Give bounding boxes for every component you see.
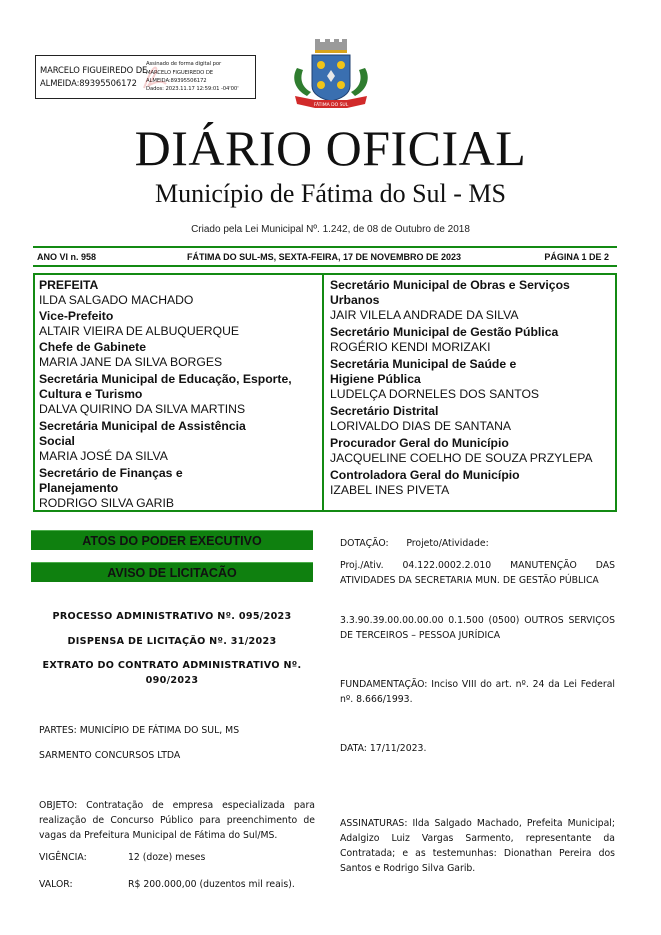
official-name: LORIVALDO DIAS DE SANTANA — [330, 419, 512, 433]
process-number: PROCESSO ADMINISTRATIVO Nº. 095/2023 — [52, 611, 292, 622]
official-name: MARIA JANE DA SILVA BORGES — [39, 355, 223, 369]
digital-signature-stamp — [35, 55, 256, 99]
official-name: ALTAIR VIEIRA DE ALBUQUERQUE — [39, 324, 240, 338]
official-entry — [330, 278, 611, 323]
signatures-block: ASSINATURAS: Ilda Salgado Machado, Prefeita Municipal; Adalgizo Luiz Vargas Sarmento, representante da Contratada; e as testemunhas: Dionathan Pereira dos Santos e Rodrigo Silva Garib. — [340, 818, 615, 874]
official-role: Secretária Municipal de Educação, Esporte, Cultura e Turismo — [39, 372, 292, 401]
official-name: DALVA QUIRINO DA SILVA MARTINS — [39, 402, 246, 416]
official-role: Chefe de Gabinete — [39, 340, 147, 354]
official-name: ILDA SALGADO MACHADO — [39, 293, 194, 307]
signature-details: Assinado de forma digital por MARCELO FIGUEIREDO DE ALMEIDA:89395506172 Dados: 2023.11.17 12:59:01 -04'00' — [146, 61, 239, 93]
official-entry — [330, 404, 611, 434]
legal-basis: FUNDAMENTAÇÃO: Inciso VIII do art. nº. 24 da Lei Federal nº. 8.666/1993. — [340, 679, 615, 705]
municipality-subtitle: Município de Fátima do Sul - MS — [155, 179, 506, 208]
official-role: Controladora Geral do Município — [330, 468, 520, 482]
contract-parties: PARTES: MUNICÍPIO DE FÁTIMA DO SUL, MS — [39, 725, 240, 736]
official-name: MARIA JOSÉ DA SILVA — [39, 449, 168, 463]
official-role: Secretário Distrital — [330, 404, 439, 418]
municipal-coat-of-arms-icon — [285, 38, 377, 110]
officials-column-right — [324, 275, 615, 510]
project-activity: Proj./Ativ. 04.122.0002.2.010 MANUTENÇÃO DAS ATIVIDADES DA SECRETARIA MUN. DE GESTÃO PÚBLICA — [340, 560, 615, 586]
official-role: Secretária Municipal de Assistência Social — [39, 419, 246, 448]
section-header-executive-acts: ATOS DO PODER EXECUTIVO — [31, 530, 313, 550]
official-role: Secretário Municipal de Gestão Pública — [330, 325, 559, 339]
contract-value: VALOR: R$ 200.000,00 (duzentos mil reais). — [39, 879, 295, 890]
contract-object: OBJETO: Contratação de empresa especializada para realização de Concurso Público para preenchimento de vagas da Prefeitura Municipal de Fátima do Sul/MS. — [39, 800, 315, 841]
official-role: Vice-Prefeito — [39, 309, 114, 323]
budget-allocation: DOTAÇÃO: Projeto/Atividade: — [340, 538, 489, 549]
section-header-bid-notice: AVISO DE LICITACÃO — [31, 562, 313, 582]
official-role: Procurador Geral do Município — [330, 436, 509, 450]
official-entry — [39, 340, 318, 370]
official-role: Secretário Municipal de Obras e Serviços Urbanos — [330, 278, 570, 307]
officials-column-left — [35, 275, 324, 510]
official-role: PREFEITA — [39, 278, 99, 292]
page-indicator: PÁGINA 1 DE 2 — [544, 251, 609, 262]
official-name: ROGÉRIO KENDI MORIZAKI — [330, 340, 491, 354]
official-role: Secretária Municipal de Saúde e Higiene Pública — [330, 357, 517, 386]
signer-name: MARCELO FIGUEIREDO DE ALMEIDA:89395506172 — [40, 65, 148, 88]
official-entry — [330, 357, 611, 402]
contract-extract-title: EXTRATO DO CONTRATO ADMINISTRATIVO Nº. 090/2023 — [42, 660, 302, 686]
edition-number: ANO VI n. 958 — [37, 251, 97, 262]
official-entry — [330, 436, 611, 466]
official-name: IZABEL INES PIVETA — [330, 483, 450, 497]
official-name: LUDELÇA DORNELES DOS SANTOS — [330, 387, 540, 401]
official-role: Secretário de Finanças e Planejamento — [39, 466, 183, 495]
svg-text:FÁTIMA DO SUL: FÁTIMA DO SUL — [313, 103, 349, 108]
pdf-signature-mark-icon — [140, 62, 170, 92]
official-entry — [330, 325, 611, 355]
official-entry — [330, 468, 611, 498]
expense-element: 3.3.90.39.00.00.00.00 0.1.500 (0500) OUTROS SERVIÇOS DE TERCEIROS – PESSOA JURÍDICA — [340, 615, 615, 641]
official-entry — [39, 372, 318, 417]
creation-law-note: Criado pela Lei Municipal Nº. 1.242, de 08 de Outubro de 2018 — [191, 224, 470, 235]
official-name: JACQUELINE COELHO DE SOUZA PRZYLEPA — [330, 451, 593, 465]
contract-term: VIGÊNCIA: 12 (doze) meses — [39, 852, 206, 863]
official-name: JAIR VILELA ANDRADE DA SILVA — [330, 308, 519, 322]
contract-date: DATA: 17/11/2023. — [340, 743, 427, 754]
official-entry — [39, 309, 318, 339]
contractor-name: SARMENTO CONCURSOS LTDA — [39, 750, 181, 761]
bid-waiver-number: DISPENSA DE LICITAÇÃO Nº. 31/2023 — [67, 636, 277, 647]
officials-table — [33, 273, 617, 512]
official-entry — [39, 419, 318, 464]
official-name: RODRIGO SILVA GARIB — [39, 496, 174, 510]
edition-bar — [33, 246, 617, 267]
official-entry — [39, 466, 318, 511]
official-entry — [39, 278, 318, 308]
newspaper-title: DIÁRIO OFICIAL — [134, 120, 527, 176]
edition-place-date: FÁTIMA DO SUL-MS, SEXTA-FEIRA, 17 DE NOVEMBRO DE 2023 — [187, 251, 462, 262]
